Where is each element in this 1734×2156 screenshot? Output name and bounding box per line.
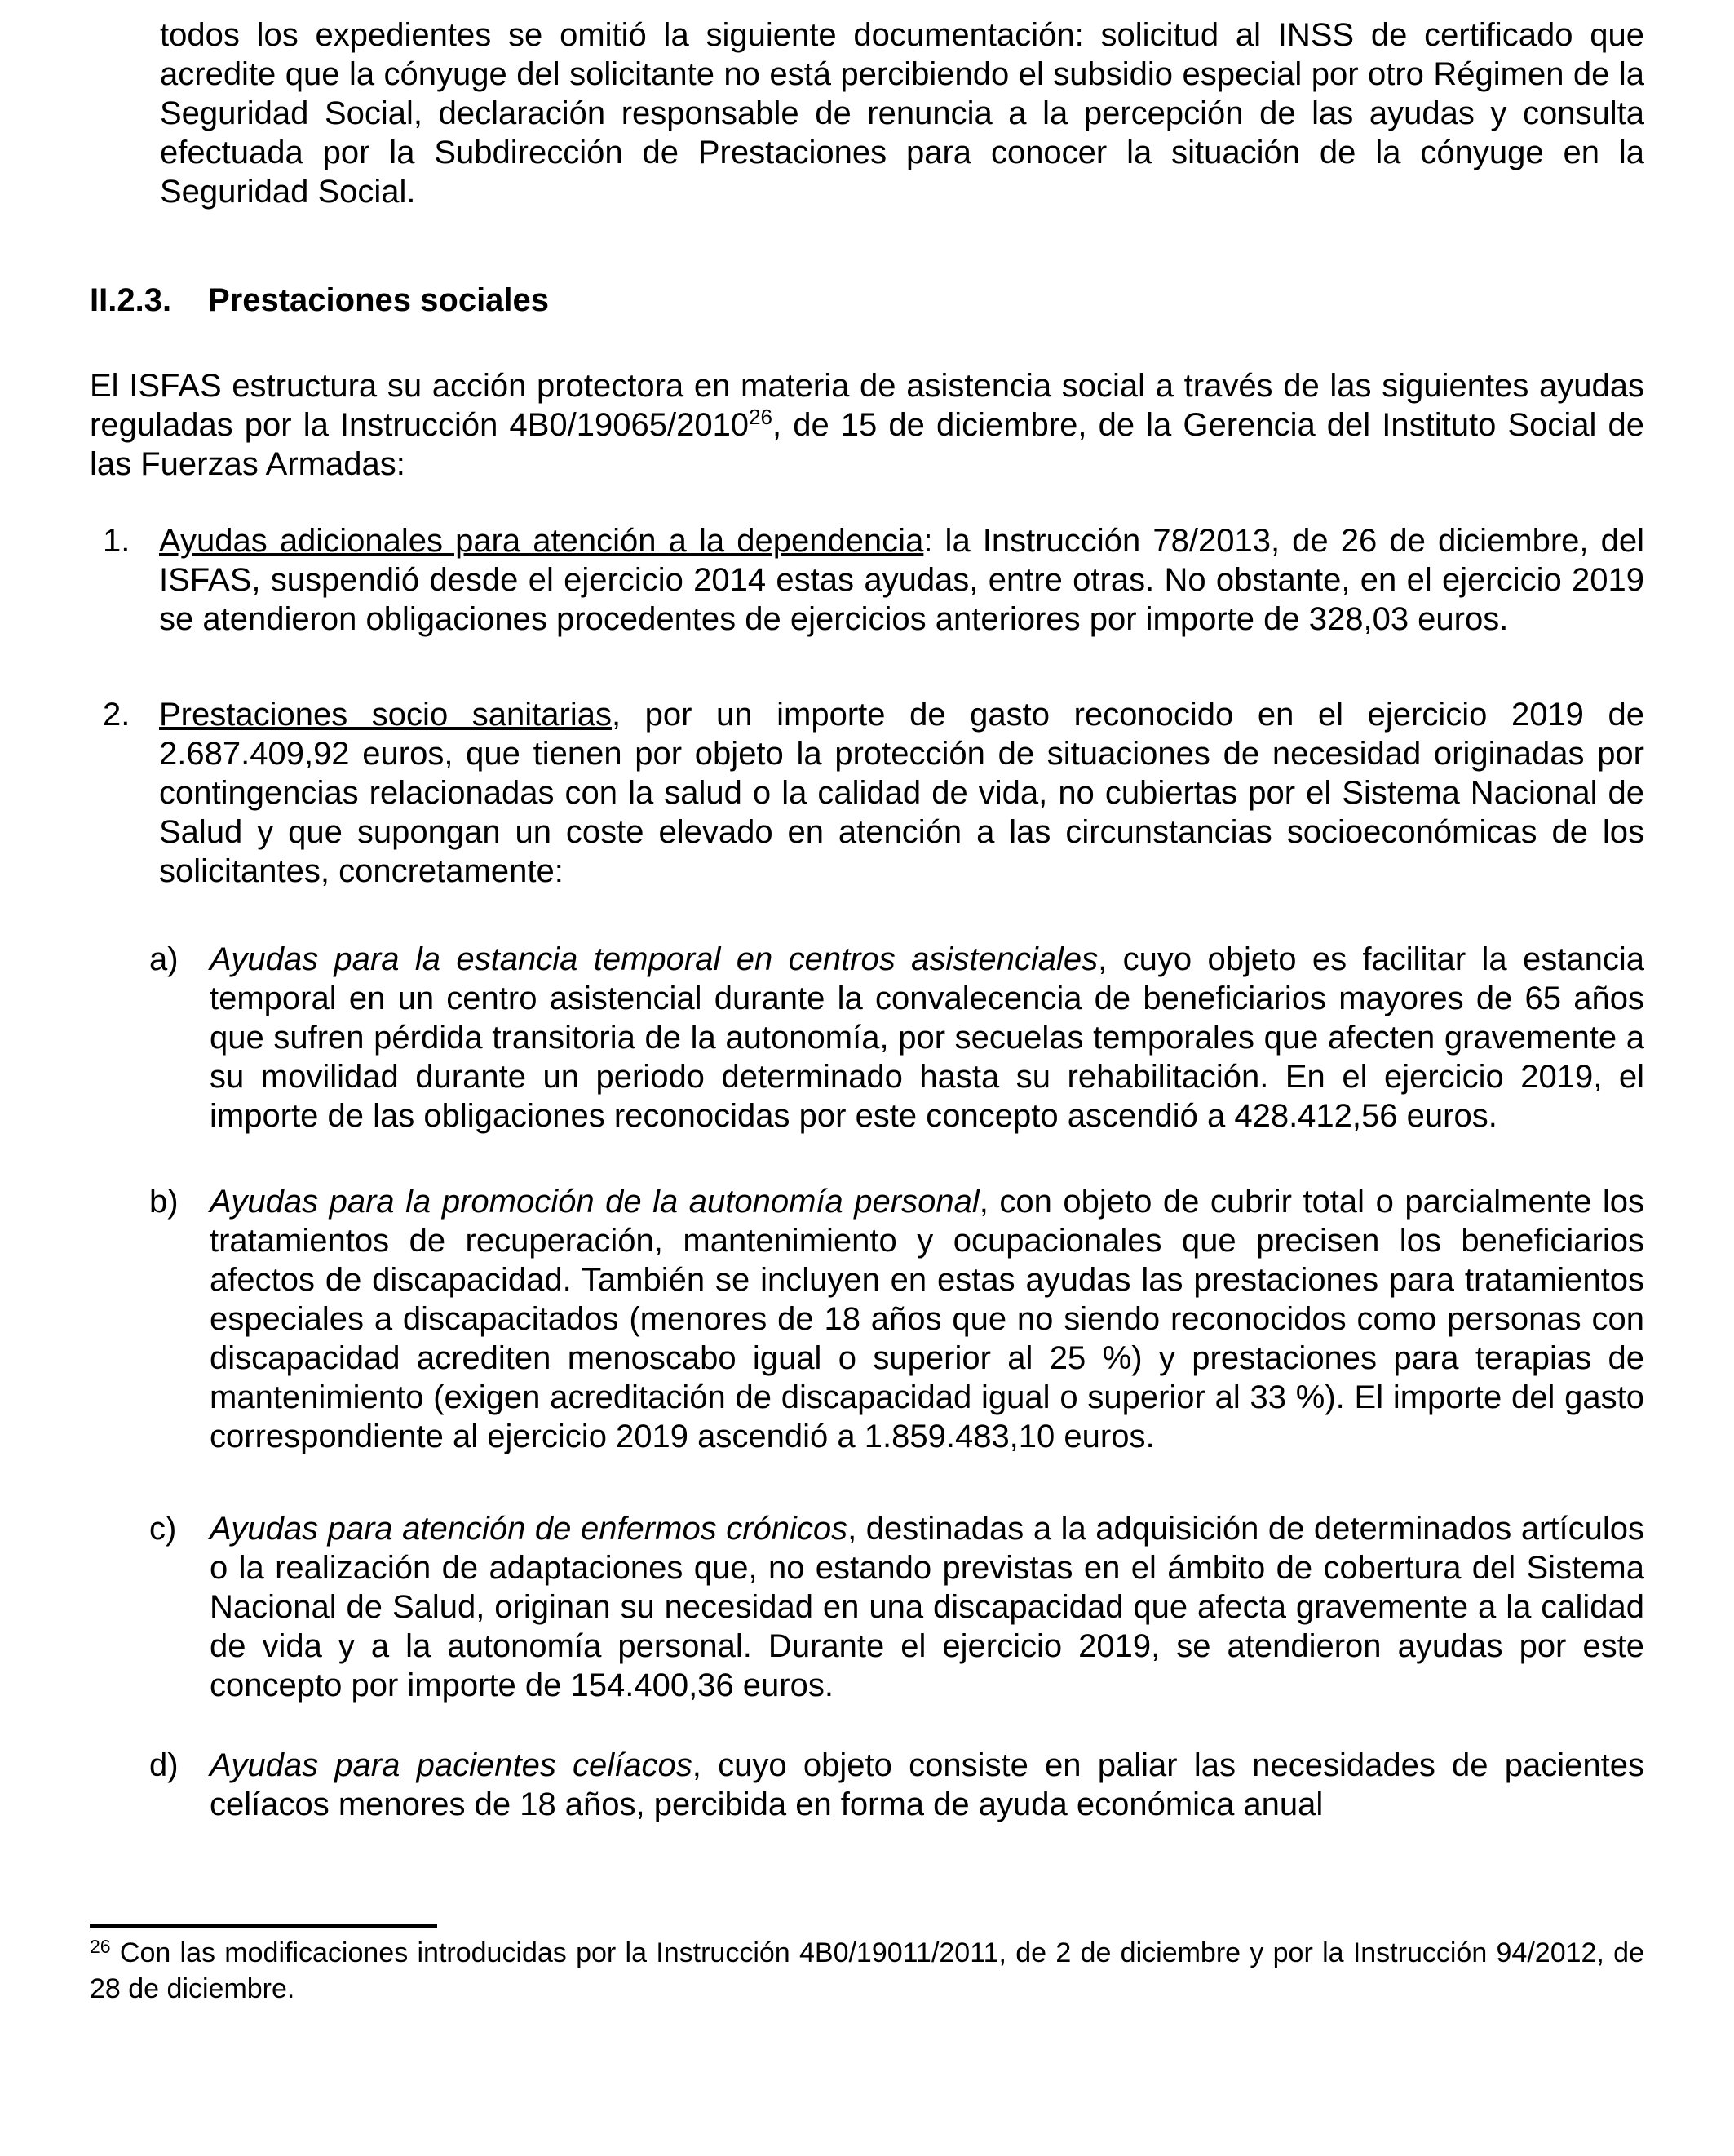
lettered-item-d-lead: Ayudas para pacientes celíacos — [210, 1747, 692, 1783]
section-heading-title: Prestaciones sociales — [208, 282, 550, 318]
lettered-item-a-body: , cuyo objeto es facilitar la estancia temporal en un centro asistencial durante la convalecencia de beneficiarios mayores de 65 años que sufren pérdida transitoria de la autonomía, por secuelas temporales que afecten gravemente a su movilidad durante un periodo determinado hasta su rehabilitación. En el ejercicio 2019, el importe de las obligaciones reconocidas por este concepto ascendió a 428.412,56 euros. — [210, 941, 1644, 1134]
numbered-item-2-body: , por un importe de gasto reconocido en el ejercicio 2019 de 2.687.409,92 euros, que tienen por objeto la protección de situaciones de necesidad originadas por contingencias relacionadas con la salud o la calidad de vida, no cubiertas por el Sistema Nacional de Salud y que supongan un coste elevado en atención a las circunstancias socioeconómicas de los solicitantes, concretamente: — [159, 697, 1645, 889]
lettered-item-d-marker: d) — [149, 1747, 179, 1783]
footnote-text: Con las modificaciones introducidas por la Instrucción 4B0/19011/2011, de 2 de diciembre y por la Instrucción 94/2012, de 28 de diciembre. — [90, 1937, 1644, 2004]
numbered-item-1 — [90, 521, 1644, 639]
lettered-item-b — [90, 1182, 1644, 1456]
numbered-item-1-marker: 1. — [103, 523, 130, 559]
lettered-item-b-marker: b) — [149, 1184, 179, 1220]
numbered-item-2 — [90, 695, 1644, 891]
lead-paragraph — [90, 366, 1644, 484]
lettered-item-d-body: , cuyo objeto consiste en paliar las necesidades de pacientes celíacos menores de 18 años, percibida en forma de ayuda económica anual — [210, 1747, 1644, 1822]
lettered-item-d — [90, 1746, 1644, 1824]
lead-paragraph-text: El ISFAS estructura su acción protectora en materia de asistencia social a través de las siguientes ayudas reguladas por la Instrucción 4B0/19065/2010 — [90, 368, 1644, 443]
numbered-item-1-lead: Ayudas adicionales para atención a la dependencia — [159, 523, 924, 559]
lettered-item-c — [90, 1509, 1644, 1705]
lead-paragraph-text-after: , de 15 de diciembre, de la Gerencia del Instituto Social de las Fuerzas Armadas: — [90, 407, 1644, 482]
intro-paragraph: todos los expedientes se omitió la siguiente documentación: solicitud al INSS de certificado que acredite que la cónyuge del solicitante no está percibiendo el subsidio especial por otro Régimen de la Seguridad Social, declaración responsable de renuncia a la percepción de las ayudas y consulta efectuada por la Subdirección de Prestaciones para conocer la situación de la cónyuge en la Seguridad Social. — [160, 17, 1644, 210]
numbered-item-2-marker: 2. — [103, 697, 130, 733]
lettered-item-c-lead: Ayudas para atención de enfermos crónicos — [210, 1511, 848, 1547]
numbered-item-1-body: : la Instrucción 78/2013, de 26 de diciembre, del ISFAS, suspendió desde el ejercicio 2014 estas ayudas, entre otras. No obstante, en el ejercicio 2019 se atendieron obligaciones procedentes de ejercicios anteriores por importe de 328,03 euros. — [159, 523, 1645, 637]
lettered-item-a-lead: Ayudas para la estancia temporal en centros asistenciales — [210, 941, 1099, 977]
footnote — [90, 1935, 1644, 2007]
numbered-item-2-lead: Prestaciones socio sanitarias — [159, 697, 612, 733]
lettered-item-b-body: , con objeto de cubrir total o parcialmente los tratamientos de recuperación, mantenimiento y ocupacionales que precisen los beneficiarios afectos de discapacidad. También se incluyen en estas ayudas las prestaciones para tratamientos especiales a discapacitados (menores de 18 años que no siendo reconocidos como personas con discapacidad acrediten menoscabo igual o superior al 25 %) y prestaciones para terapias de mantenimiento (exigen acreditación de discapacidad igual o superior al 33 %). El importe del gasto correspondiente al ejercicio 2019 ascendió a 1.859.483,10 euros. — [210, 1184, 1644, 1454]
footnote-separator-rule — [90, 1924, 437, 1928]
footnote-number: 26 — [90, 1936, 111, 1957]
lettered-item-c-body: , destinadas a la adquisición de determinados artículos o la realización de adaptaciones que, no estando previstas en el ámbito de cobertura del Sistema Nacional de Salud, originan su necesidad en una discapacidad que afecta gravemente a la calidad de vida y a la autonomía personal. Durante el ejercicio 2019, se atendieron ayudas por este concepto por importe de 154.400,36 euros. — [210, 1511, 1644, 1703]
section-heading-number: II.2.3. — [90, 282, 172, 318]
section-heading — [90, 281, 1644, 320]
lettered-item-a-marker: a) — [149, 941, 179, 977]
lettered-item-b-lead: Ayudas para la promoción de la autonomía personal — [210, 1184, 980, 1220]
lettered-item-a — [90, 940, 1644, 1136]
footnote-reference-mark: 26 — [749, 405, 772, 429]
lettered-item-c-marker: c) — [149, 1511, 177, 1547]
